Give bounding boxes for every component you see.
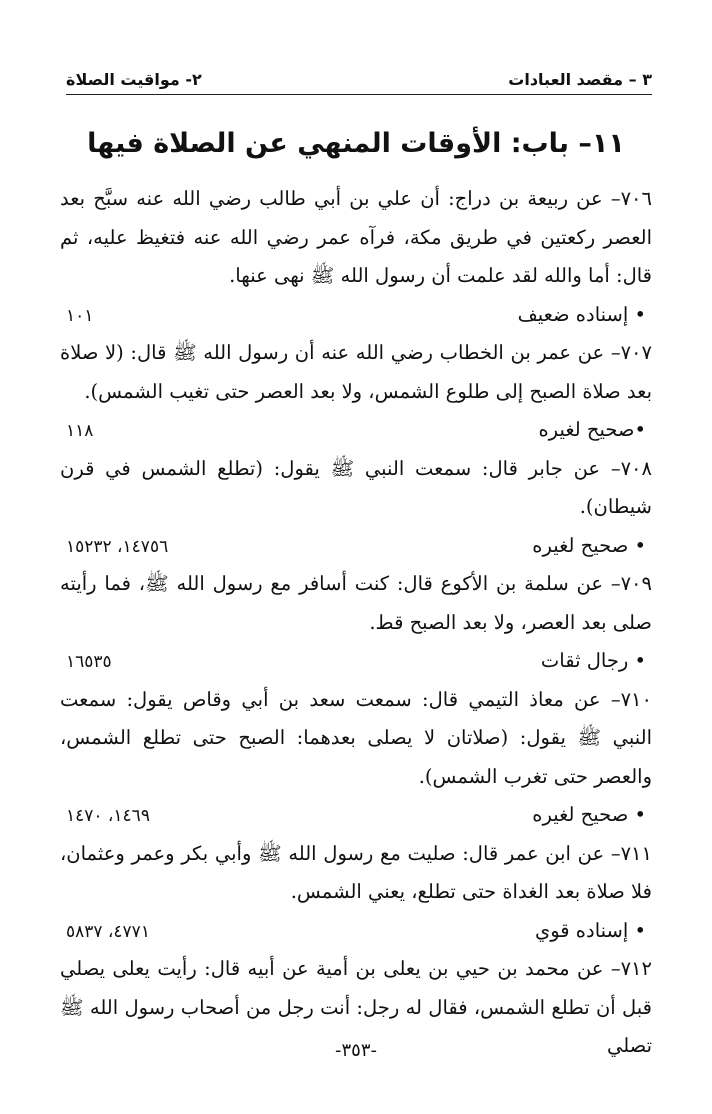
hadith-grade: • صحيح لغيره bbox=[532, 803, 646, 826]
hadith-grade-line bbox=[60, 296, 652, 335]
hadith-references: ١٤٦٩، ١٤٧٠ bbox=[66, 806, 150, 826]
header-section-right: ٣ – مقصد العبادات bbox=[508, 69, 652, 89]
hadith-references: ١٤٧٥٦، ١٥٢٣٢ bbox=[66, 536, 169, 557]
hadith-grade-line bbox=[60, 642, 652, 681]
hadith-grade: • إسناده ضعيف bbox=[517, 302, 646, 326]
hadith-grade-line bbox=[60, 411, 652, 450]
hadith-references: ١٠١ bbox=[66, 305, 94, 326]
hadith-references: ١٦٥٣٥ bbox=[66, 652, 112, 672]
hadith-grade: • إسناده قوي bbox=[534, 918, 646, 942]
hadith-grade: • رجال ثقات bbox=[540, 649, 646, 672]
hadith-grade-line bbox=[60, 527, 652, 566]
hadith-references: ٤٧٧١، ٥٨٣٧ bbox=[66, 921, 150, 942]
running-header bbox=[66, 64, 652, 95]
hadith-references: ١١٨ bbox=[66, 421, 94, 441]
hadith-text: ٧٠٨– عن جابر قال: سمعت النبي ﷺ يقول: (تطلع الشمس في قرن شيطان). bbox=[60, 456, 652, 518]
hadith-text: ٧١٠– عن معاذ التيمي قال: سمعت سعد بن أبي وقاص يقول: سمعت النبي ﷺ يقول: (صلاتان لا يصلى بعدهما: الصبح حتى تطلع الشمس، والعصر حتى تغرب الشمس). bbox=[60, 687, 652, 788]
hadith-grade: • صحيح لغيره bbox=[532, 533, 646, 557]
hadith-text: ٧١١– عن ابن عمر قال: صليت مع رسول الله ﷺ وأبي بكر وعمر وعثمان، فلا صلاة بعد الغداة حتى تطلع، يعني الشمس. bbox=[60, 841, 652, 903]
chapter-title: ١١– باب: الأوقات المنهي عن الصلاة فيها bbox=[87, 128, 625, 159]
hadith-grade-line bbox=[60, 912, 652, 951]
hadith-text: ٧٠٩– عن سلمة بن الأكوع قال: كنت أسافر مع رسول الله ﷺ، فما رأيته صلى بعد العصر، ولا بعد الصبح قط. bbox=[60, 572, 652, 634]
hadith-text: ٧١٢– عن محمد بن حيي بن يعلى بن أمية عن أبيه قال: رأيت يعلى يصلي قبل أن تطلع الشمس، فقال له رجل: أنت رجل من أصحاب رسول الله ﷺ تصلي bbox=[60, 957, 652, 1057]
page-number: -٣٥٣- bbox=[334, 1040, 377, 1061]
hadith-grade: •صحيح لغيره bbox=[538, 418, 646, 441]
hadith-grade-line bbox=[60, 796, 652, 835]
hadith-text: ٧٠٧– عن عمر بن الخطاب رضي الله عنه أن رسول الله ﷺ قال: (لا صلاة بعد صلاة الصبح إلى طلوع الشمس، ولا بعد العصر حتى تغيب الشمس). bbox=[60, 341, 652, 403]
hadith-text: ٧٠٦– عن ربيعة بن دراج: أن علي بن أبي طالب رضي الله عنه سبَّح بعد العصر ركعتين في طريق مكة، فرآه عمر رضي الله عنه فتغيظ عليه، ثم قال: أما والله لقد علمت أن رسول الله ﷺ نهى عنها. bbox=[60, 187, 652, 287]
header-section-left: ٢- مواقيت الصلاة bbox=[66, 69, 202, 89]
page-body bbox=[60, 180, 652, 1066]
